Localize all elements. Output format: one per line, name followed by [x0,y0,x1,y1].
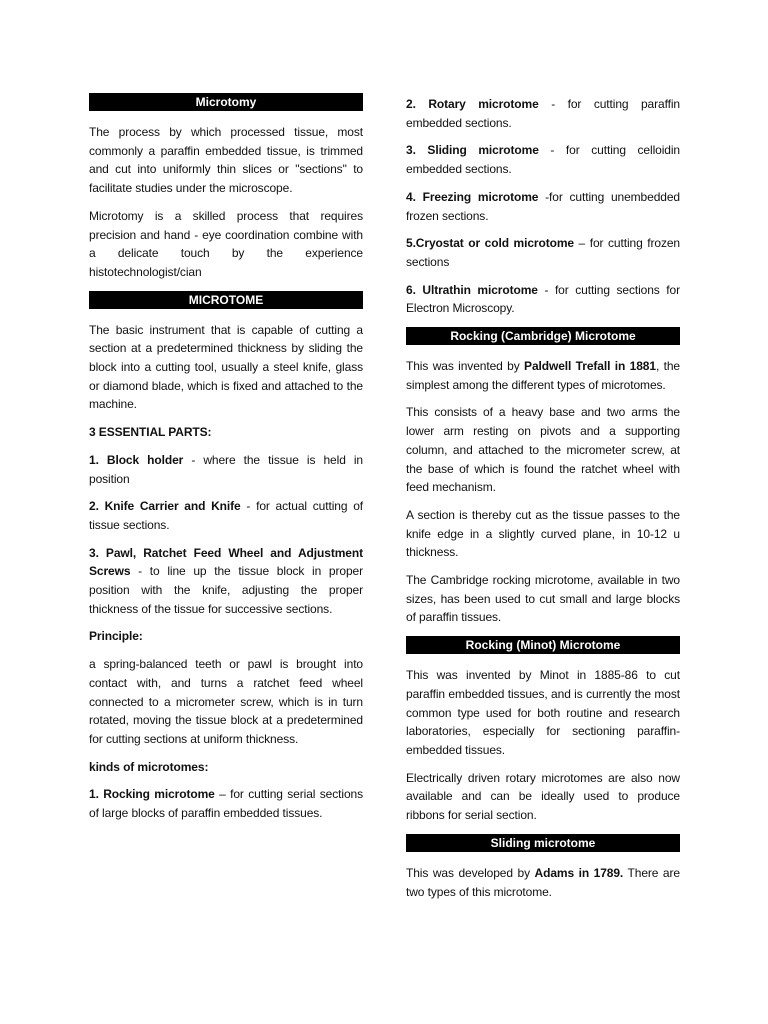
cambridge-inventor: Paldwell Trefall in 1881 [524,359,656,374]
sliding-p1-intro: This was developed by [406,865,535,880]
kind-5 [406,234,680,271]
kinds-heading-text: kinds of microtomes: [89,759,209,774]
essential-parts-heading-text: 3 ESSENTIAL PARTS: [89,425,212,440]
cambridge-p1-rest: , the simplest among the different types of microtomes. [406,359,680,392]
cambridge-paragraph-2: This consists of a heavy base and two arms the lower arm resting on pivots and a supporting column, and attached to the micrometer screw, at the base of which is found the ratchet wheel with feed mechanism. [406,405,680,495]
kind-2-label: 2. Rotary microtome [406,97,539,111]
kind-5-label: 5.Cryostat or cold microtome [406,236,574,251]
part-3 [89,544,363,619]
principle-paragraph: a spring-balanced teeth or pawl is brought into contact with, and turns a ratchet feed wheel connected to a micrometer screw, which is in turn rotated, moving the tissue block at a predetermined for cutting sections at uniform thickness. [89,657,363,746]
part-3-text: - to line up the tissue block in proper position with the knife, adjusting the proper thickness of the tissue for successive sections. [89,564,363,616]
sliding-microtome-header: Sliding microtome [406,834,680,852]
sliding-p1-rest: There are two types of this microtome. [406,865,680,899]
part-1 [89,451,363,488]
sliding-inventor: Adams in 1789. [534,865,624,880]
rocking-cambridge-header: Rocking (Cambridge) Microtome [406,327,680,345]
kinds-heading [89,758,363,777]
kind-2-text: - for cutting paraffin embedded sections. [406,97,680,130]
part-2-label: 2. Knife Carrier and Knife [89,499,241,514]
microtomy-paragraph-2: Microtomy is a skilled process that requires precision and hand - eye coordination combine with a delicate touch by the experience histotechnologist/cian [89,208,363,279]
kind-1 [89,785,363,822]
minot-paragraph-2: Electrically driven rotary microtomes are also now available and can be ideally used to produce ribbons for serial section. [406,770,680,823]
part-1-label: 1. Block holder [89,452,184,467]
microtome-header: MICROTOME [89,291,363,309]
kind-1-text: – for cutting serial sections of large blocks of paraffin embedded tissues. [89,787,363,821]
part-2 [89,497,363,534]
rocking-minot-header: Rocking (Minot) Microtome [406,636,680,654]
sliding-paragraph-1 [406,864,680,901]
part-1-text: - where the tissue is held in position [89,452,363,486]
cambridge-paragraph-4: The Cambridge rocking microtome, available in two sizes, has been used to cut small and large blocks of paraffin tissues. [406,573,680,625]
cambridge-paragraph-3: A section is thereby cut as the tissue passes to the knife edge in a slightly curved plane, in 10-12 u thickness. [406,507,680,560]
kind-4 [406,188,680,225]
part-2-text: - for actual cutting of tissue sections. [89,499,364,532]
left-column [89,93,363,832]
minot-paragraph-1: This was invented by Minot in 1885-86 to cut paraffin embedded tissues, and is currently the most common type used for both routine and research laboratories, especially for sectioning paraffin- embedded tissues. [406,668,680,757]
microtomy-header: Microtomy [89,93,363,111]
kind-4-text: -for cutting unembedded frozen sections. [406,189,680,223]
essential-parts-heading [89,423,363,442]
kind-5-text: – for cutting frozen sections [406,236,681,269]
kind-2 [406,95,680,132]
part-3-label: 3. Pawl, Ratchet Feed Wheel and Adjustment Screws [89,545,363,579]
kind-1-label: 1. Rocking microtome [89,787,215,802]
cambridge-p1-intro: This was invented by [406,359,525,374]
right-column [406,93,680,910]
microtomy-paragraph-1: The process by which processed tissue, most commonly a paraffin embedded tissue, is trimmed and cut into uniformly thin slices or "sections" to facilitate studies under the microscope. [89,125,363,196]
kind-4-label: 4. Freezing microtome [406,189,539,204]
kind-6 [406,281,680,318]
kind-6-label: 6. Ultrathin microtome [406,282,538,297]
cambridge-paragraph-1 [406,357,680,394]
kind-6-text: - for cutting sections for Electron Microscopy. [406,282,681,316]
principle-heading-text: Principle: [89,629,143,644]
kind-3 [406,141,680,178]
microtome-paragraph: The basic instrument that is capable of cutting a section at a predetermined thickness by sliding the block into a cutting tool, usually a steel knife, glass or diamond blade, which is fixed and attached to the machine. [89,322,363,412]
principle-heading [89,627,363,646]
kind-3-label: 3. Sliding microtome [406,143,539,158]
kind-3-text: - for cutting celloidin embedded sections. [406,143,680,177]
